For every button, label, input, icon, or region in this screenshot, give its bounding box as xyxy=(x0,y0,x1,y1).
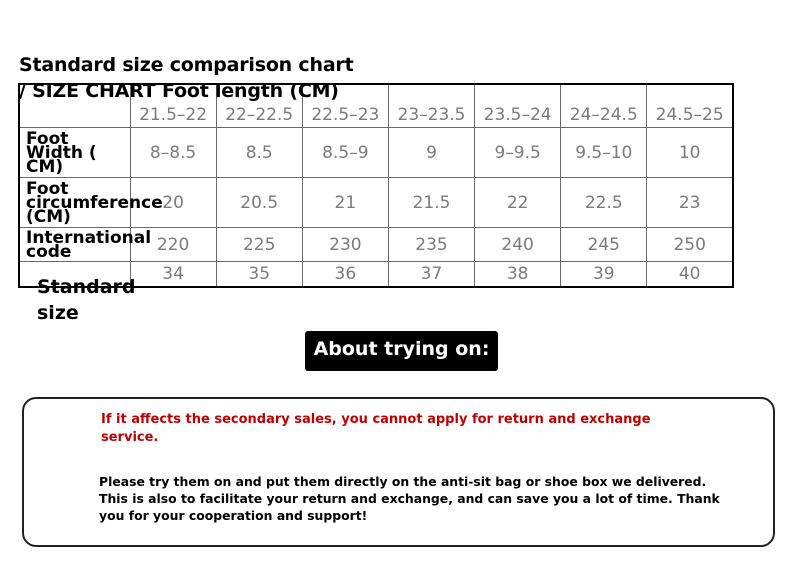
title-line-2: / SIZE CHART Foot length (CM) xyxy=(19,80,339,102)
return-warning-text: If it affects the secondary sales, you cannot apply for return and exchange service. xyxy=(101,412,651,445)
table-cell: 245 xyxy=(561,228,647,262)
table-cell: 230 xyxy=(302,228,388,262)
foot-width-row xyxy=(19,128,733,178)
trying-on-notice-box xyxy=(22,397,775,547)
table-cell: 10 xyxy=(647,128,733,178)
foot-width-label: Foot Width ( CM) xyxy=(19,128,130,178)
trying-on-instructions: Please try them on and put them directly on the anti-sit bag or shoe box we delivered. This is also to facilitate your return and exchange, and can save you a lot of time. Thank you for your cooperation and support! xyxy=(99,474,720,523)
foot-circumference-row xyxy=(19,178,733,228)
table-cell: 9.5–10 xyxy=(561,128,647,178)
table-cell: 240 xyxy=(475,228,561,262)
foot-length-cell: 22.5–23 xyxy=(302,84,388,128)
table-cell: 225 xyxy=(216,228,302,262)
table-cell: 9 xyxy=(388,128,474,178)
foot-length-cell: 24–24.5 xyxy=(561,84,647,128)
table-cell: 21 xyxy=(302,178,388,228)
standard-size-label: Standard size xyxy=(37,276,136,324)
foot-length-cell: 24.5–25 xyxy=(647,84,733,128)
title-line-1: Standard size comparison chart xyxy=(19,54,354,76)
table-cell: 36 xyxy=(302,262,388,287)
table-cell: 220 xyxy=(130,228,216,262)
table-cell: 40 xyxy=(647,262,733,287)
table-cell: 235 xyxy=(388,228,474,262)
table-cell: 8.5–9 xyxy=(302,128,388,178)
foot-length-cell: 21.5–22 xyxy=(130,84,216,128)
foot-circumference-label: Foot circumference (CM) xyxy=(19,178,130,228)
table-cell: 8–8.5 xyxy=(130,128,216,178)
table-cell: 35 xyxy=(216,262,302,287)
table-cell: 8.5 xyxy=(216,128,302,178)
about-trying-on-heading: About trying on: xyxy=(305,331,498,371)
table-cell: 22 xyxy=(475,178,561,228)
table-cell: 37 xyxy=(388,262,474,287)
table-cell: 38 xyxy=(475,262,561,287)
table-cell: 21.5 xyxy=(388,178,474,228)
table-cell: 20.5 xyxy=(216,178,302,228)
table-cell: 22.5 xyxy=(561,178,647,228)
table-cell: 34 xyxy=(130,262,216,287)
table-cell: 250 xyxy=(647,228,733,262)
page-title xyxy=(19,52,379,104)
table-cell: 9–9.5 xyxy=(475,128,561,178)
foot-length-cell: 23–23.5 xyxy=(388,84,474,128)
foot-length-cell: 22–22.5 xyxy=(216,84,302,128)
size-chart-table xyxy=(18,83,734,288)
international-code-row xyxy=(19,228,733,262)
table-cell: 23 xyxy=(647,178,733,228)
table-cell: 39 xyxy=(561,262,647,287)
table-cell: 20 xyxy=(130,178,216,228)
foot-length-cell: 23.5–24 xyxy=(475,84,561,128)
international-code-label: International code xyxy=(19,228,130,262)
